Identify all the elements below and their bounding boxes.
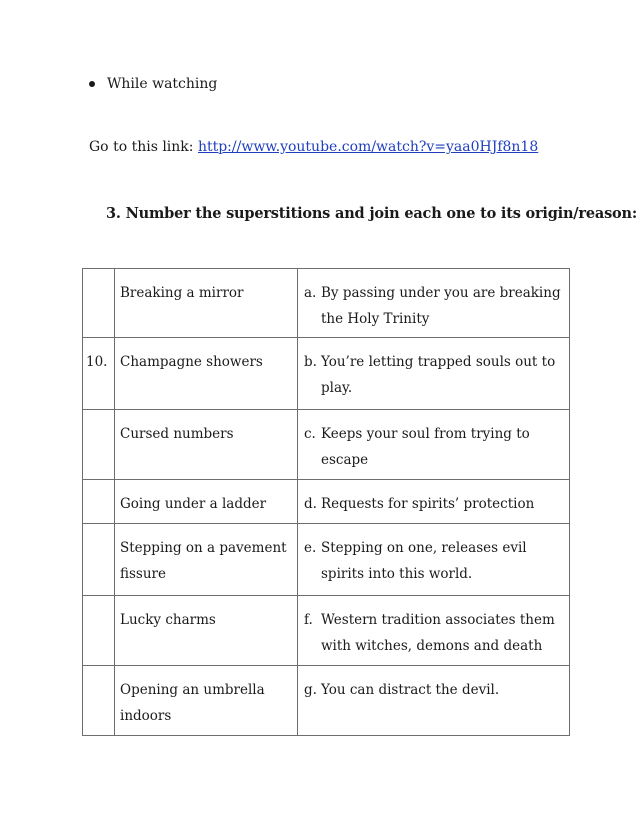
superstition-cell: Champagne showers [115,338,298,410]
superstitions-table [82,268,570,736]
reason-text: You’re letting trapped souls out to play. [321,354,556,396]
reason-text: Keeps your soul from trying to escape [321,426,530,468]
link-prefix: Go to this link: [89,139,198,155]
reason-cell [298,269,570,338]
table-row [83,480,570,524]
bullet-item [89,74,217,94]
superstition-cell: Stepping on a pavement fissure [115,524,298,596]
reason-text: You can distract the devil. [321,682,500,698]
table-row [83,338,570,410]
reason-cell [298,338,570,410]
table-row [83,269,570,338]
number-cell[interactable] [83,410,115,480]
bullet-icon [89,81,95,87]
number-cell[interactable] [83,269,115,338]
reason-letter: f. [304,612,313,628]
reason-letter: c. [304,426,316,442]
reason-letter: g. [304,682,317,698]
youtube-link[interactable]: http://www.youtube.com/watch?v=yaa0HJf8n18 [197,139,539,155]
reason-letter: d. [304,496,317,512]
number-cell[interactable]: 10. [83,338,115,410]
superstitions-table-body [83,269,570,736]
reason-cell [298,480,570,524]
table-row [83,524,570,596]
bullet-text: While watching [107,76,218,92]
table-row [83,666,570,736]
number-cell[interactable] [83,596,115,666]
reason-cell [298,596,570,666]
number-cell[interactable] [83,480,115,524]
superstition-cell: Opening an umbrella indoors [115,666,298,736]
superstition-cell: Cursed numbers [115,410,298,480]
superstition-cell: Lucky charms [115,596,298,666]
reason-letter: a. [304,285,317,301]
reason-cell [298,524,570,596]
table-row [83,410,570,480]
number-cell[interactable] [83,666,115,736]
link-line [89,139,538,155]
reason-letter: e. [304,540,317,556]
reason-cell [298,666,570,736]
reason-text: Stepping on one, releases evil spirits into this world. [321,540,527,582]
superstition-cell: Breaking a mirror [115,269,298,338]
reason-text: By passing under you are breaking the Holy Trinity [321,285,561,327]
superstition-cell: Going under a ladder [115,480,298,524]
reason-text: Western tradition associates them with witches, demons and death [321,612,555,654]
reason-text: Requests for spirits’ protection [321,496,535,512]
exercise-heading: 3. Number the superstitions and join each one to its origin/reason: [106,205,637,222]
table-row [83,596,570,666]
reason-letter: b. [304,354,317,370]
reason-cell [298,410,570,480]
number-cell[interactable] [83,524,115,596]
